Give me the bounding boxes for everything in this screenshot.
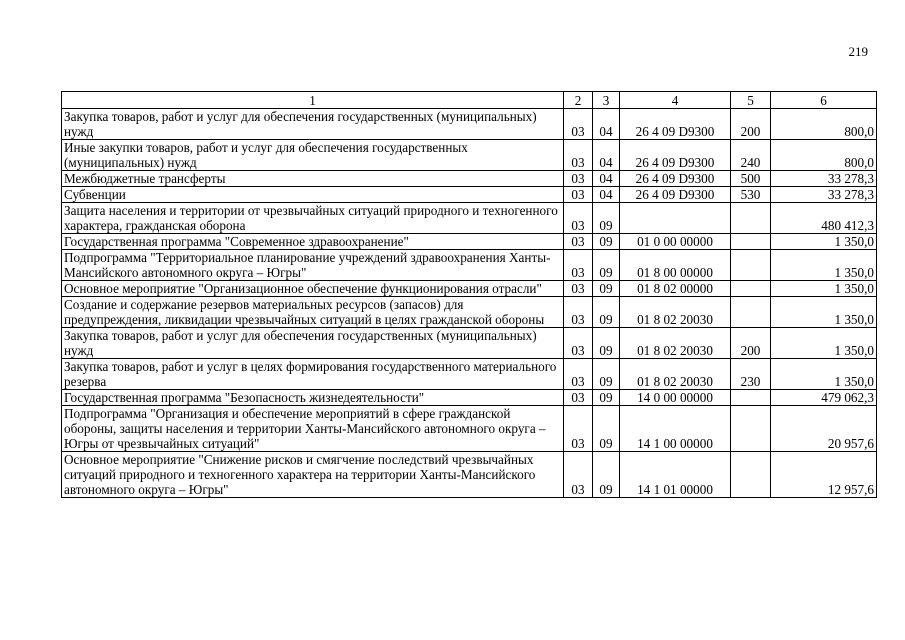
table-row [62,297,877,328]
amount-cell: 1 350,0 [771,250,877,281]
amount-cell: 1 350,0 [771,328,877,359]
subsection-code-cell: 04 [593,187,620,203]
amount-cell: 33 278,3 [771,187,877,203]
target-article-cell: 01 8 02 20030 [620,359,731,390]
subsection-code-cell: 09 [593,203,620,234]
subsection-code-cell: 09 [593,359,620,390]
amount-cell: 479 062,3 [771,390,877,406]
table-row [62,390,877,406]
subsection-code-cell: 09 [593,406,620,452]
expense-type-cell [731,234,771,250]
column-header-1: 1 [62,92,564,109]
table-row [62,234,877,250]
section-code-cell: 03 [564,452,593,498]
section-code-cell: 03 [564,171,593,187]
subsection-code-cell: 09 [593,297,620,328]
section-code-cell: 03 [564,140,593,171]
amount-cell: 20 957,6 [771,406,877,452]
subsection-code-cell: 09 [593,452,620,498]
target-article-cell: 01 8 02 00000 [620,281,731,297]
section-code-cell: 03 [564,250,593,281]
expense-type-cell: 200 [731,109,771,140]
table-row [62,406,877,452]
expense-type-cell: 530 [731,187,771,203]
section-code-cell: 03 [564,234,593,250]
amount-cell: 12 957,6 [771,452,877,498]
expense-type-cell: 240 [731,140,771,171]
amount-cell: 800,0 [771,140,877,171]
table-header-row [62,92,877,109]
target-article-cell: 14 1 00 00000 [620,406,731,452]
expense-type-cell: 200 [731,328,771,359]
target-article-cell: 26 4 09 D9300 [620,187,731,203]
section-code-cell: 03 [564,359,593,390]
section-code-cell: 03 [564,390,593,406]
table-row [62,109,877,140]
page-number: 219 [848,44,868,59]
amount-cell: 1 350,0 [771,281,877,297]
expense-type-cell [731,406,771,452]
row-name-cell: Государственная программа "Современное здравоохранение" [62,234,564,250]
amount-cell: 1 350,0 [771,234,877,250]
target-article-cell: 01 8 02 20030 [620,297,731,328]
table-row [62,140,877,171]
subsection-code-cell: 09 [593,234,620,250]
column-header-3: 3 [593,92,620,109]
section-code-cell: 03 [564,187,593,203]
target-article-cell [620,203,731,234]
column-header-2: 2 [564,92,593,109]
expense-type-cell: 230 [731,359,771,390]
row-name-cell: Создание и содержание резервов материальных ресурсов (запасов) для предупреждения, ликвидации чрезвычайных ситуаций в целях гражданской обороны [62,297,564,328]
budget-table [61,91,877,498]
subsection-code-cell: 09 [593,250,620,281]
expense-type-cell [731,250,771,281]
table-row [62,171,877,187]
table-row [62,328,877,359]
expense-type-cell [731,203,771,234]
target-article-cell: 26 4 09 D9300 [620,109,731,140]
expense-type-cell [731,281,771,297]
target-article-cell: 26 4 09 D9300 [620,171,731,187]
table-row [62,203,877,234]
section-code-cell: 03 [564,109,593,140]
row-name-cell: Защита населения и территории от чрезвычайных ситуаций природного и техногенного характера, гражданская оборона [62,203,564,234]
table-row [62,452,877,498]
section-code-cell: 03 [564,203,593,234]
row-name-cell: Закупка товаров, работ и услуг для обеспечения государственных (муниципальных) нужд [62,109,564,140]
table-row [62,359,877,390]
amount-cell: 480 412,3 [771,203,877,234]
subsection-code-cell: 09 [593,390,620,406]
column-header-4: 4 [620,92,731,109]
section-code-cell: 03 [564,406,593,452]
amount-cell: 1 350,0 [771,297,877,328]
expense-type-cell [731,452,771,498]
target-article-cell: 26 4 09 D9300 [620,140,731,171]
row-name-cell: Закупка товаров, работ и услуг для обеспечения государственных (муниципальных) нужд [62,328,564,359]
section-code-cell: 03 [564,281,593,297]
subsection-code-cell: 04 [593,109,620,140]
row-name-cell: Субвенции [62,187,564,203]
table-row [62,187,877,203]
row-name-cell: Основное мероприятие "Организационное обеспечение функционирования отрасли" [62,281,564,297]
subsection-code-cell: 04 [593,171,620,187]
row-name-cell: Закупка товаров, работ и услуг в целях формирования государственного материального резерва [62,359,564,390]
row-name-cell: Межбюджетные трансферты [62,171,564,187]
column-header-6: 6 [771,92,877,109]
amount-cell: 1 350,0 [771,359,877,390]
target-article-cell: 01 8 02 20030 [620,328,731,359]
column-header-5: 5 [731,92,771,109]
section-code-cell: 03 [564,297,593,328]
subsection-code-cell: 09 [593,328,620,359]
expense-type-cell [731,297,771,328]
row-name-cell: Основное мероприятие "Снижение рисков и смягчение последствий чрезвычайных ситуаций природного и техногенного характера на территории Ханты-Мансийского автономного округа – Югры" [62,452,564,498]
row-name-cell: Государственная программа "Безопасность жизнедеятельности" [62,390,564,406]
target-article-cell: 01 0 00 00000 [620,234,731,250]
expense-type-cell [731,390,771,406]
amount-cell: 33 278,3 [771,171,877,187]
subsection-code-cell: 09 [593,281,620,297]
target-article-cell: 14 1 01 00000 [620,452,731,498]
table-row [62,250,877,281]
target-article-cell: 01 8 00 00000 [620,250,731,281]
expense-type-cell: 500 [731,171,771,187]
row-name-cell: Подпрограмма "Организация и обеспечение мероприятий в сфере гражданской обороны, защиты населения и территории Ханты-Мансийского автономного округа – Югры от чрезвычайных ситуаций" [62,406,564,452]
row-name-cell: Иные закупки товаров, работ и услуг для обеспечения государственных (муниципальных) нужд [62,140,564,171]
row-name-cell: Подпрограмма "Территориальное планирование учреждений здравоохранения Ханты-Мансийского автономного округа – Югры" [62,250,564,281]
section-code-cell: 03 [564,328,593,359]
table-row [62,281,877,297]
amount-cell: 800,0 [771,109,877,140]
subsection-code-cell: 04 [593,140,620,171]
target-article-cell: 14 0 00 00000 [620,390,731,406]
